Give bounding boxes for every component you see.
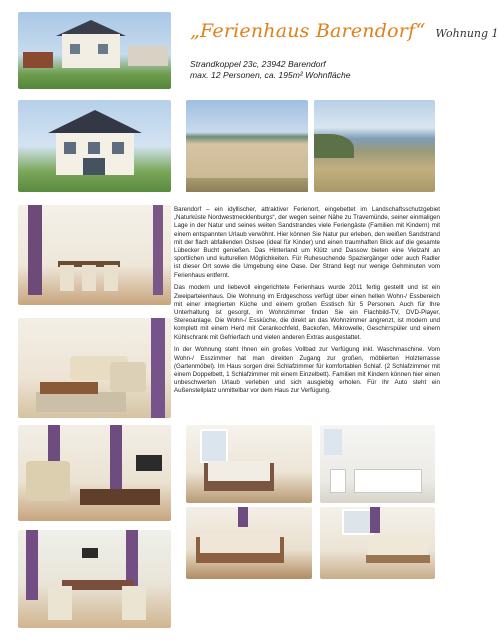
bathroom-photo: [320, 425, 435, 503]
house-exterior-photo: [18, 12, 171, 89]
toilet: [330, 469, 346, 493]
apartment-label: Wohnung 1: [435, 27, 499, 40]
rug: [36, 392, 126, 412]
window: [64, 142, 76, 154]
bedroom-second-photo: [186, 507, 312, 579]
dining-area-photo: [18, 530, 171, 628]
house-terrace-photo: [18, 100, 171, 192]
bed-sheet: [200, 533, 280, 553]
armchair: [26, 461, 70, 501]
living-room-photo: [18, 318, 171, 418]
roof: [48, 110, 142, 133]
page-title: „Ferienhaus Barendorf“: [190, 20, 426, 42]
curtain: [370, 507, 380, 533]
curtain: [153, 205, 163, 295]
window: [98, 44, 108, 54]
curtain: [26, 530, 38, 600]
chair: [104, 265, 118, 291]
chair: [60, 265, 74, 291]
description: [174, 206, 440, 400]
window: [70, 44, 80, 54]
window: [88, 142, 100, 154]
curtain: [110, 425, 122, 495]
neighbor-house: [23, 52, 53, 68]
chair: [82, 265, 96, 291]
trees: [314, 134, 354, 158]
address-block: [190, 59, 445, 81]
neighbor-house: [128, 46, 168, 66]
curtain: [28, 205, 42, 295]
description-paragraph: In der Wohnung steht Ihnen ein großes Vollbad zur Verfügung inkl. Waschmaschine. Vom Wohn-/ Esszimmer hat man direkten Zugang zur großen, möblierten Holzterrasse (Gartenmöbel). Im Haus sorgen drei Schlafzimmer für komfortablen Schlaf. (2 Schlafzimmer mit einem Doppelbett, 1 Schlafzimmer mit einem Einzelbett). Familien mit Kindern können hier einen unbeschwerten Urlaub verleben und sich ausgiebig erholen. Für Ihr Auto steht ein Außenstellplatz unmittelbar vor dem Haus zur Verfügung.: [174, 346, 440, 395]
bathtub: [354, 469, 422, 493]
bedroom-double-photo: [186, 425, 312, 503]
tv: [136, 455, 162, 471]
window: [112, 142, 124, 154]
living-room-tv-photo: [18, 425, 171, 521]
curtain: [238, 507, 248, 527]
coastline-photo: [314, 100, 435, 192]
bed-frame: [366, 555, 430, 563]
bed-sheet: [208, 461, 270, 481]
capacity-line: max. 12 Personen, ca. 195m² Wohnfläche: [190, 70, 351, 80]
title-row: [190, 20, 499, 50]
tv: [82, 548, 98, 558]
coffee-table: [40, 382, 98, 394]
description-paragraph: Barendorf – ein idyllischer, attraktiver Ferienort, eingebettet im Landschaftsschutzgebiet „Naturküste Nordwestmecklenburgs“, der wegen seiner Nähe zu Travemünde, seiner einmaligen Lage in der Natur und seines weiten Sandstrandes viele Feriengäste (Familien mit Kindern) mit einem entspannten Urlaub verwöhnt. Hier können Sie Natur pur erleben, den weißen Sandstrand mit der flach abfallenden Ostsee (ideal für Kinder) und einen traumhaften Blick auf die gesamte Lübecker Bucht genießen. Das Hinterland um Klütz und Dassow bieten eine Vielzahl an sportlichen und kulturellen Möglichkeiten. Für Ruhesuchende Spaziergänger oder auch Radler ist dieser Ort sowie die Umgebung eine Oase. Der Strand liegt nur wenige Gehminuten vom Ferienhaus entfernt.: [174, 206, 440, 279]
kitchen-dining-photo: [18, 205, 171, 305]
dune-grass: [186, 178, 308, 192]
beach-photo: [186, 100, 308, 192]
coffee-table: [80, 489, 160, 505]
terrace-door: [83, 158, 105, 175]
window: [200, 429, 228, 463]
window: [324, 429, 342, 455]
address-line: Strandkoppel 23c, 23942 Barendorf: [190, 59, 326, 69]
chair: [122, 586, 146, 620]
chair: [48, 586, 72, 620]
armchair: [110, 362, 146, 392]
bedroom-single-photo: [320, 507, 435, 579]
curtain: [151, 318, 165, 418]
description-paragraph: Das modern und liebevoll eingerichtete Ferienhaus wurde 2011 fertig gestellt und ist ein Zweiparteienhaus. Die Wohnung im Erdgeschoss verfügt über einen hellen Wohn-/ Essbereich mit einer integrierten Küche und einem großen Esstisch für 5 Personen. Auch für Ihre Unterhaltung ist gesorgt, im Wohnzimmer finden Sie ein Flachbild-TV, DVD-Player, Stereoanlage. Die Wohn-/ Essküche, die direkt an das Wohnzimmer angrenzt, ist modern und komplett mit einem Herd mit Cerankochfeld, Backofen, Mikrowelle, Geschirrspüler und einem Kühlschrank mit Gefrierfach und vielen anderen Extras ausgestattet.: [174, 284, 440, 341]
